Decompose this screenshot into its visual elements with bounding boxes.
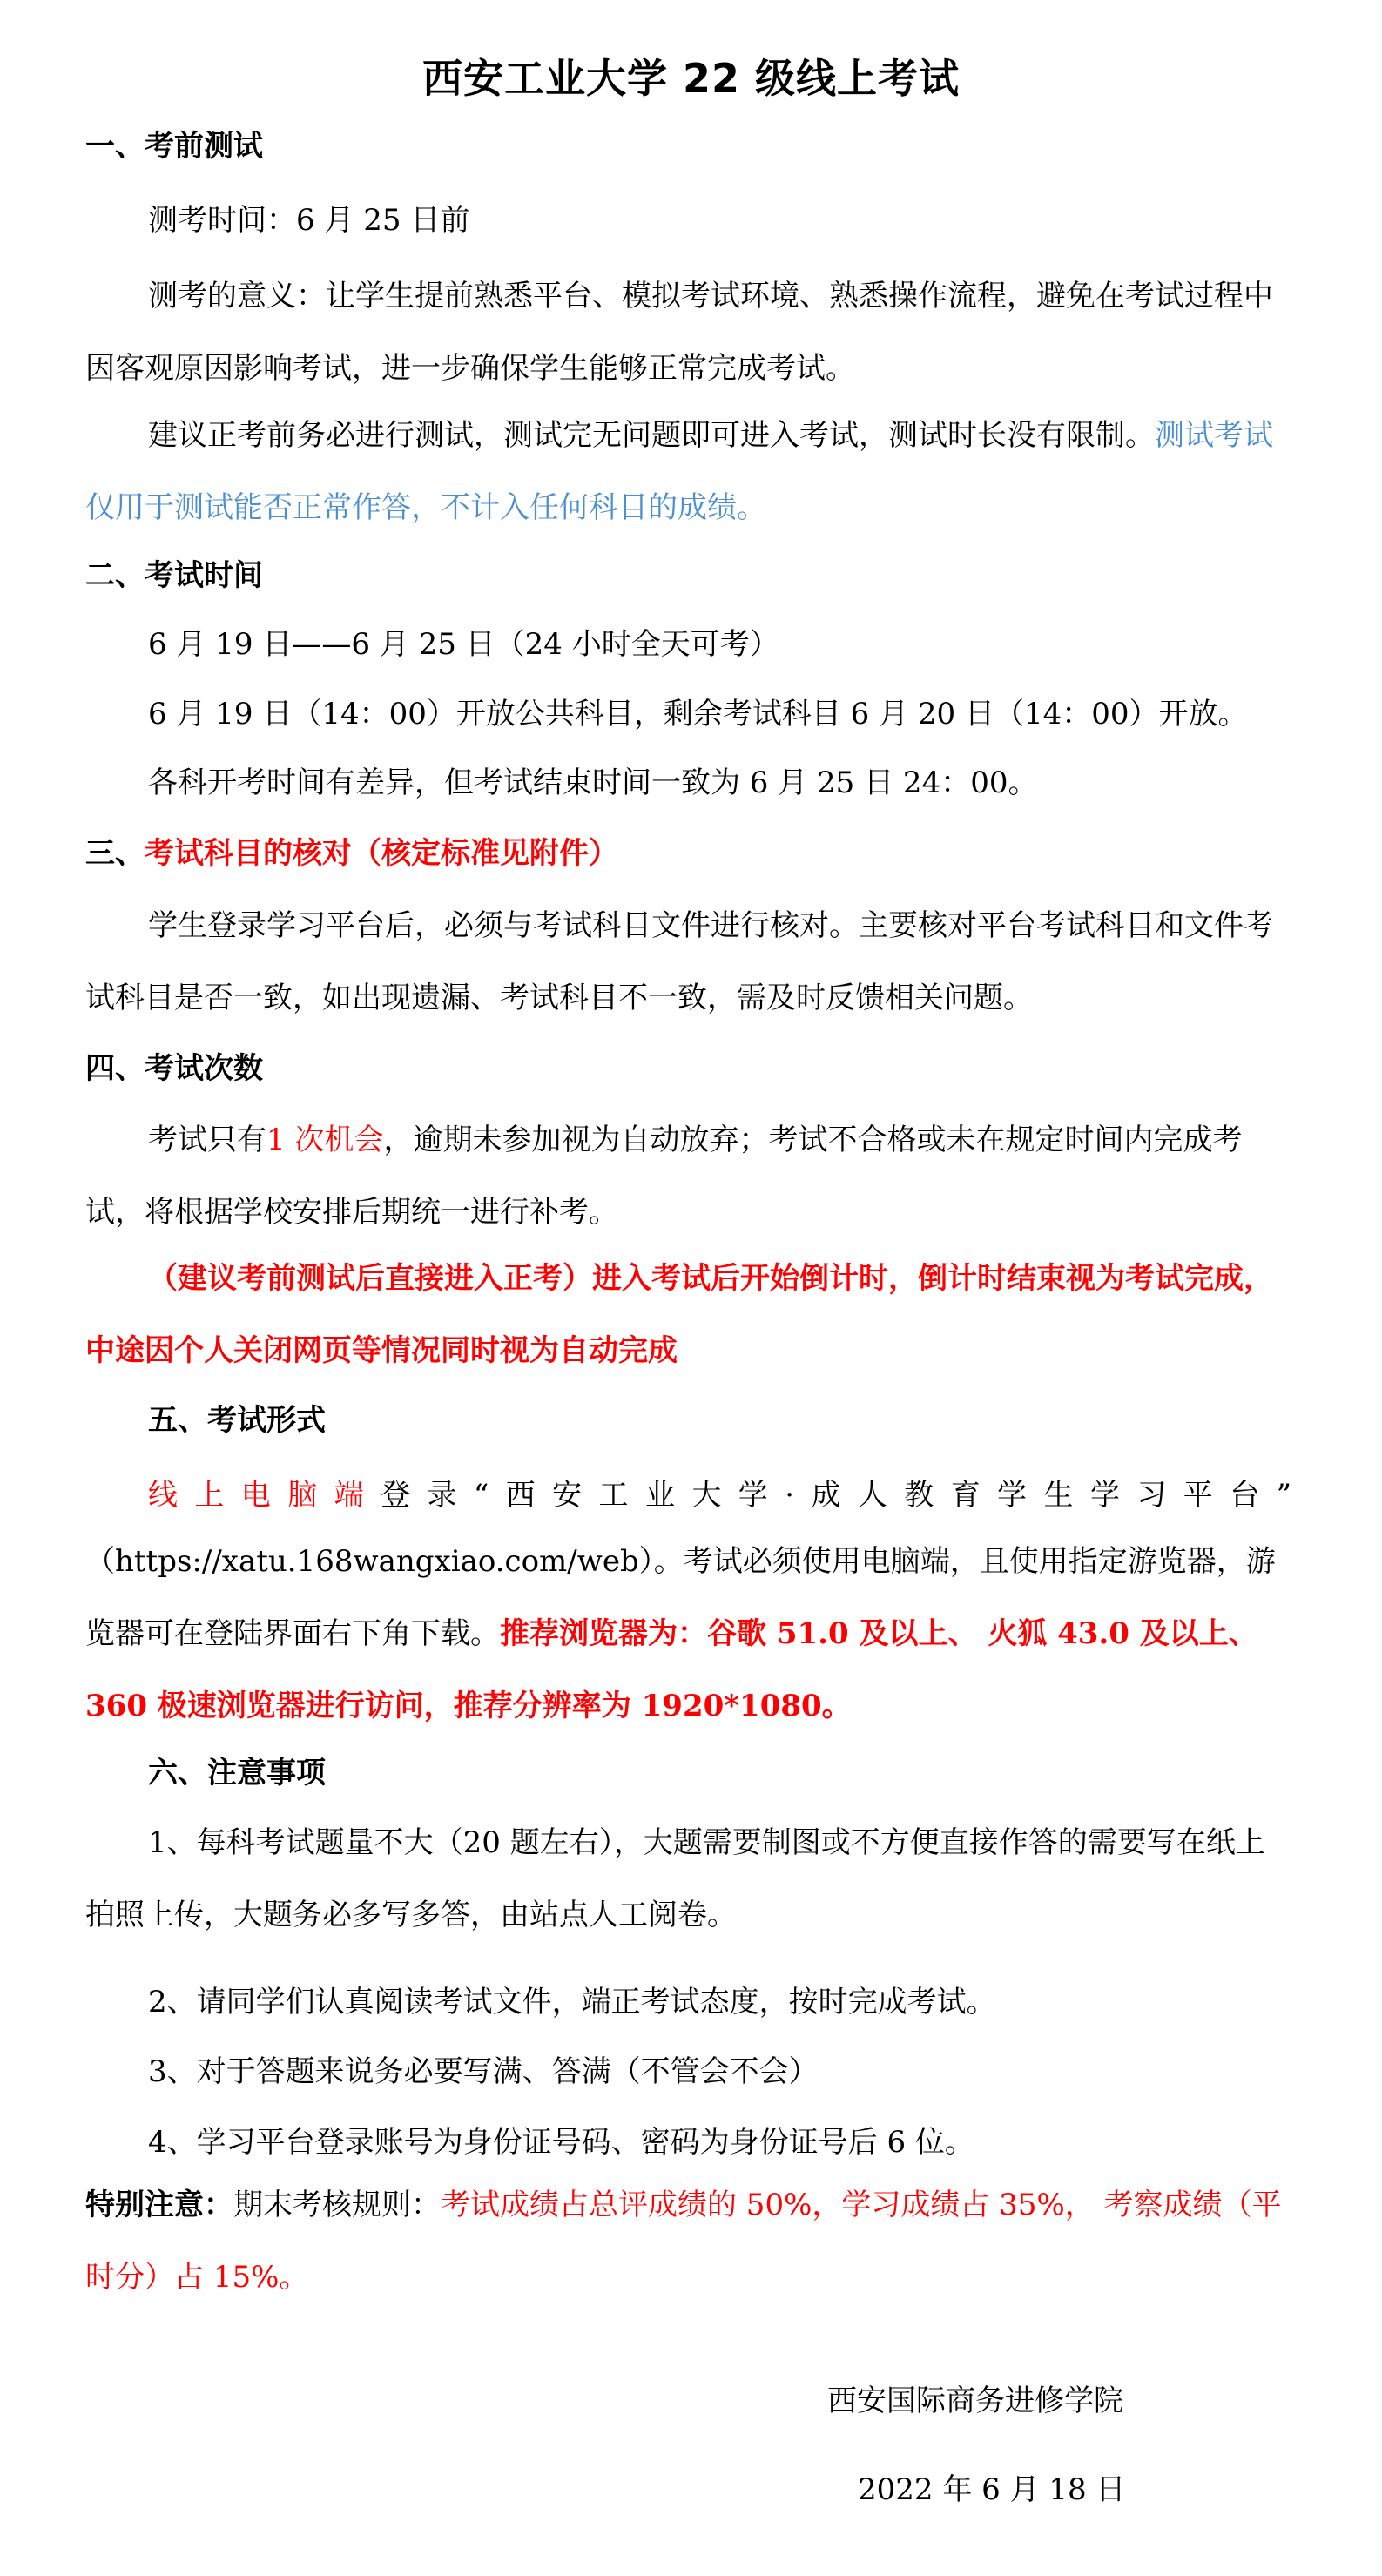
section-5-heading: 五、考试形式: [148, 1403, 326, 1438]
issuer-name: 西安国际商务进修学院: [827, 2384, 1123, 2418]
exam-open-text: 6 月 19 日（14：00）开放公共科目，剩余考试科目 6 月 20 日（14：00）开放。: [148, 697, 1248, 732]
grading-rules: 考试成绩占总评成绩的 50%，学习成绩占 35%， 考察成绩（平时分）占 15%。: [85, 2188, 1282, 2295]
test-advice-text: 建议正考前务必进行测试，测试完无问题即可进入考试，测试时长没有限制。: [148, 418, 1155, 453]
attempts-text-b: ，逾期未参加视为自动放弃；考试不合格或未在规定时间内完成考试，将根据学校安排后期统一进行补考。: [85, 1123, 1243, 1230]
section-4-heading: 四、考试次数: [85, 1051, 263, 1086]
test-meaning-paragraph: 测考的意义：让学生提前熟悉平台、模拟考试环境、熟悉操作流程，避免在考试过程中因客观原因影响考试，进一步确保学生能够正常完成考试。: [85, 279, 1273, 386]
section-3-title: 考试科目的核对（核定标准见附件）: [145, 836, 618, 871]
notice-item-2: 2、请同学们认真阅读考试文件，端正考试态度，按时完成考试。: [148, 1985, 996, 2020]
section-6-heading: 六、注意事项: [148, 1756, 326, 1790]
exam-period-text: 6 月 19 日——6 月 25 日（24 小时全天可考）: [148, 627, 779, 662]
special-note-label: 特别注意：: [85, 2188, 233, 2222]
section-3-heading: [85, 832, 618, 875]
exam-format-paragraph: [85, 1526, 1291, 1743]
section-2-heading: 二、考试时间: [85, 558, 263, 593]
page-title: 西安工业大学 22 级线上考试: [421, 55, 961, 102]
special-note-paragraph: [85, 2169, 1291, 2314]
exam-format-text: （https://xatu.168wangxiao.com/web）。考试必须使用电脑端，且使用指定游览器，游览器可在登陆界面右下角下载。: [85, 1544, 1276, 1651]
special-note-text: 期末考核规则：: [233, 2188, 441, 2222]
browser-recommendation: 推荐浏览器为：谷歌 51.0 及以上、 火狐 43.0 及以上、360 极速浏览器进行访问，推荐分辨率为 1920*1080。: [85, 1616, 1258, 1723]
issue-date: 2022 年 6 月 18 日: [858, 2472, 1126, 2507]
attempts-text-a: 考试只有: [148, 1123, 266, 1157]
test-advice-note: 测试考试仅用于测试能否正常作答，不计入任何科目的成绩。: [85, 418, 1273, 525]
notice-item-3: 3、对于答题来说务必要写满、答满（不管会不会）: [148, 2054, 819, 2089]
section-1-heading: 一、考前测试: [85, 129, 263, 164]
test-advice-paragraph: [85, 400, 1291, 544]
online-pc-text: 线上电脑端: [148, 1478, 381, 1513]
notice-item-1: 1、每科考试题量不大（20 题左右），大题需要制图或不方便直接作答的需要写在纸上拍照上传，大题务必多写多答，由站点人工阅卷。: [85, 1825, 1265, 1932]
exam-format-line1: [85, 1460, 1291, 1532]
test-time-text: 测考时间：6 月 25 日前: [148, 203, 470, 238]
attempts-count: 1 次机会: [266, 1123, 384, 1157]
countdown-warning: （建议考前测试后直接进入正考）进入考试后开始倒计时，倒计时结束视为考试完成，中途因个人关闭网页等情况同时视为自动完成: [85, 1261, 1273, 1368]
exam-end-text: 各科开考时间有差异，但考试结束时间一致为 6 月 25 日 24：00。: [148, 765, 1038, 800]
notice-item-4: 4、学习平台登录账号为身份证号码、密码为身份证号后 6 位。: [148, 2125, 974, 2160]
attempts-paragraph: [85, 1104, 1291, 1249]
subject-check-paragraph: 学生登录学习平台后，必须与考试科目文件进行核对。主要核对平台考试科目和文件考试科目是否一致，如出现遗漏、考试科目不一致，需及时反馈相关问题。: [85, 908, 1273, 1015]
platform-login-text: 登录“西安工业大学·成人教育学生学习平台”: [381, 1478, 1292, 1513]
section-3-number: 三、: [85, 836, 145, 871]
